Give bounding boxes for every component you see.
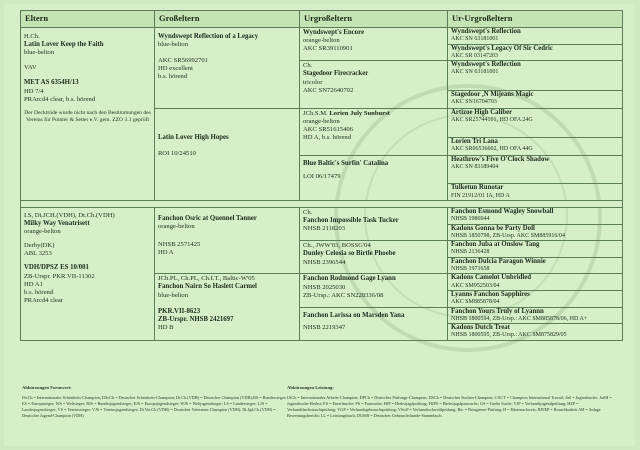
sire-color: blue-belton [24,49,55,57]
dam-vdh: VDH/DPSZ ES 10/001 [24,264,89,272]
dam-gp2-color: blue-belton [158,291,189,299]
dam-ggp1-name: Fanchon Impossible Task Tucker [303,217,399,225]
sire-ggp1-cell [300,28,448,61]
gggp-reg: NHSB 1800594, ZB-Ursp.: AKC SM885878/06, HD A+ [451,315,588,322]
dam-ggp3-reg: NHSB 2025030 [303,283,346,291]
dam-pra: PRArcd4 clear [24,296,63,304]
dam-ggp3-zb: ZB-Ursp.: AKC SN228336/08 [303,291,384,299]
gggp-reg: NHSB 2136428 [451,249,490,256]
gggp-reg: FIN 21912/01 IA, HD A [451,192,510,199]
dam-ggp4-cell [300,307,448,340]
dam-ggp2-name: Dunley Celosia so Birtle Phoebe [303,250,396,258]
dam-ggp3-cell [300,274,448,307]
dam-ggp1-cell [300,208,448,241]
legend-formwert-title: Abkürzungen Formwert: [22,385,72,390]
gggp-name: Stagedoor ,N Mijeans Magic [451,90,534,98]
gggp-name: Fanchon Yours Truly of Lyannn [451,307,544,315]
dam-title: I.S, Dt.JCH.(VDH), Dt.Ch.(VDH) [24,212,115,219]
dam-gp1-reg: NHSB 2571425 [158,241,201,249]
sire-ggp3-color: orange-belton [303,117,340,125]
sire-ggp1-name: Wyndswept's Encore [303,29,364,36]
dam-ggp1-reg: NHSB 2118203 [303,225,346,233]
sire-gp2-cell [155,108,300,200]
gggp-reg: AKC SM952503/04 [451,282,500,289]
sire-ggp2-reg: AKC SN72640702 [303,86,354,94]
sire-gp2-reg: ROI 10/24510 [158,149,196,157]
pedigree-table [20,10,623,341]
sire-ggp2-cell [300,61,448,108]
gggp-name: Wyndswept's Legacy Of Sir Cedric [451,44,553,52]
gggp-name: Wyndswept's Reflection [451,28,521,35]
header-grosseltern: Großeltern [155,11,300,28]
legend-leistung-title: Abkürzungen Leistung: [287,385,334,390]
sire-ggp1-reg: AKC SR39110901 [303,45,353,53]
gggp-reg: AKC SM885878/04 [451,299,500,306]
gggp-reg: AKC SN 63181001 [451,69,499,76]
dam-gggp-8 [448,324,623,341]
gggp-reg: NHSB 1800595, ZB-Ursp.: AKC SM875829/05 [451,332,567,339]
dam-ggp4-name: Fanchon Larissa on Marsden Yana [303,311,405,319]
sire-ggp1-color: orange-belton [303,37,340,45]
dam-ggp1-title: Ch. [303,209,313,216]
sire-gp1-hd: HD excellent [158,65,193,73]
gggp-reg: AKC SR06536602, HD OFA 44G [451,146,533,153]
dam-gggp-4 [448,257,623,274]
dam-gp1-hd: HD A [158,249,174,257]
dam-gp1-name: Fanchon Osric at Quennel Tanner [158,215,257,222]
sire-ggp3-title-name [303,110,444,118]
dam-zb: ZB-Urspr. PKR.VII-11302 [24,272,95,280]
gggp-name: Kadons Dutch Treat [451,324,510,332]
sire-hd: HD 7/4 [24,87,44,95]
dam-gggp-2 [448,224,623,241]
gggp-name: Kadons Gonna be Party Doll [451,224,535,232]
sire-gggp-7 [448,155,623,184]
dam-gggp-1 [448,208,623,225]
sire-gp2-name: Latin Lover High Hopes [158,133,229,141]
sire-note: Der Decktrüde wurde nicht nach den Bestimmungen des Vereins für Pointer & Setter e.V. gem. ZZO 3.1 geprüft [24,109,151,123]
sire-ggp4-cell [300,155,448,200]
dam-hear: b.s. hörend [24,288,54,296]
legend-formwert-text: IScCh = Internationaler Schönheits-Champion; DScCh = Deutscher Schönheits-Champion; Dt.Ch.(VDH) = Deutscher Champion (VDH);BS = Bundessieger; ES = Europasieger; WS = Weltsieger; BJS = Bundesjugendsieger; EJS = Europajugendsieger; WJS = Weltjugendsieger; LS = Landessieger; LJS = Landesjugendsieger; VS = Vereinssieger; VJS = Vereinsjugendsieger; Dt.Vet.Ch.(VDH) = Deutscher Veteranen-Champion (VDH); Dt.Jgd.Ch.(VDH) = Deutscher Jugend-Champion (VDH) [22,394,287,418]
dam-gp2-title: JCh.PL, Ch.PL, Ch.I.T., Baltic-W'05 [158,275,255,283]
sire-ggp2-color: tricolor [303,78,323,86]
header-eltern: Eltern [21,11,155,28]
header-row [21,11,623,28]
sire-ggp3-reg: AKC SR51615406 [303,125,354,133]
gggp-reg: NHSB 1971658 [451,266,490,273]
dam-gp2-zb: ZB-Urspr. NHSB 2421697 [158,316,234,323]
sire-name: Latin Lover Keep the Faith [24,41,104,49]
header-ur-urgrosseltern: Ur-Urgroßeltern [448,11,623,28]
gggp-name: Lorien Tri Lana [451,138,498,146]
sire-ggp4-reg: LOI 06/17479 [303,173,341,181]
gggp-name: Lyanns Fanchon Sapphires [451,290,530,298]
dam-gp2-pkr: PKR.VII-8623 [158,307,201,315]
sire-ggp2-title: Ch. [303,62,313,70]
gggp-reg: AKC SN 83189404 [451,164,499,171]
gggp-reg: AKC SR25744101, HD OFA 24G [451,116,533,123]
gggp-reg: AKC SR 03147203 [451,52,499,59]
dam-gp1-color: orange-belton [158,223,195,231]
dam-name: Milky Way Venatrisett [24,220,90,228]
dam-gp1-cell [155,208,300,274]
dam-ggp2-cell [300,241,448,274]
gggp-name: Fanchon Esmond Wagley Snowball [451,208,554,215]
dam-gp2-cell [155,274,300,340]
legend-leistung-text: IACh = Internationaler Arbeits-Champion; DPCh = Deutscher Prüfungs-Champion; DSCh = Deutscher Suchen-Champion; CACT = Champion International Travail; JuS = Jugendsuche; JuSH = Jugendsuche-Herbst; ES = Einerhsuche; PS = Paarsuche; HJP = Herbstjagdprüfung; HJPS = Herbstjagdpaarsuche; GS = Große Suche; VJP = Verbandsjugendprüfung; HZP = Verbandsherbstzuchtprüfung; VGP = Verbandsgebrauchsprüfung; VSwP = Verbandsschweißprüfung; Btr. = Bringtreue-Prüfung; H = Härtenachweis; BFJEP = Brauchbarkeit AH = Anlage Bewertungsbericht; LL = Leistungsbuch; DGStB = Deutsches Gebrauchshunde-Stammbuch. [287,394,612,418]
sire-gggp-6 [448,138,623,156]
sire-ggp4-name: Blue Baltic's Surfin' Catalina [303,159,389,167]
sire-title: H.Ch. [24,33,40,40]
dam-gggp-3 [448,241,623,258]
sire-ggp2-name: Stagedoor Firecracker [303,70,369,78]
dam-derby: Derby(DK) [24,242,55,250]
legend-formwert [22,385,292,419]
dam-ggp2-title: Ch., JWW'03, BOSSG'04 [303,242,371,250]
dam-color: orange-belton [24,228,61,236]
dam-gp2-name: Fanchon Nairn So Haslett Carmel [158,283,257,291]
sire-gp1-reg: AKC SR56992701 [158,57,209,65]
sire-gggp-8 [448,184,623,201]
sire-gggp-3 [448,61,623,91]
sire-ggp3-hd: HD A, b.s. hörend [303,133,351,141]
sire-gggp-1 [448,28,623,45]
dam-gggp-6 [448,290,623,307]
gggp-name: Fanchon Juba at Onslow Tang [451,241,540,249]
sire-met: MET AS 6354H/13 [24,79,79,87]
sire-gp1-name: Wyndswept Reflection of a Legacy [158,33,259,40]
sire-gggp-2 [448,44,623,61]
dam-gggp-5 [448,274,623,291]
sire-ggp3-name: Lorien July Sunburst [329,109,390,117]
dam-gggp-7 [448,307,623,324]
sire-gp1-color: blue-belton [158,41,189,49]
dam-ggp2-reg: NHSB 2396544 [303,258,346,266]
gggp-reg: NHSB 1986944 [451,216,490,223]
dam-cell [21,208,155,341]
header-urgrosseltern: Urgroßeltern [300,11,448,28]
dam-ggp4-reg: NHSB 2219347 [303,323,346,331]
sire-cell [21,28,155,201]
gggp-name: Artizoe High Caliber [451,108,513,116]
gggp-reg: NHSB 1850798, ZB-Ursp. AKC SM885916/04 [451,232,566,239]
gggp-reg: AKC SN 63181001 [451,36,499,43]
dam-abl: ABL 3253 [24,250,52,258]
sire-ggp3-cell [300,108,448,155]
sire-pra: PRArcd4 clear, b.s. hörend [24,95,96,103]
sire-gp1-cell [155,28,300,109]
section-gap [21,201,623,208]
gggp-name: Fanchon Dulcia Paragon Winnie [451,257,546,265]
gggp-reg: AKC SN16704703 [451,99,497,106]
sire-gggp-5 [448,108,623,138]
sire-ggp3-title: JCh.S.M. [303,109,328,117]
dam-ggp3-name: Fanchon Rodmond Gage Lyann [303,275,396,283]
gggp-name: Wyndswept's Reflection [451,61,521,69]
gggp-name: Tulketun Runotar [451,184,504,192]
dam-hd: HD A1 [24,280,43,288]
sire-gggp-4 [448,90,623,108]
gggp-name: Kadons Camelot Unbridled [451,274,532,282]
dam-gp2-hd: HD B [158,324,174,332]
gggp-name: Heathrow's Five O'Clock Shadow [451,155,550,163]
sire-gp1-hear: b.s. hörend [158,73,188,81]
legend-leistung [287,385,622,419]
sire-vav: VAV [24,64,37,72]
